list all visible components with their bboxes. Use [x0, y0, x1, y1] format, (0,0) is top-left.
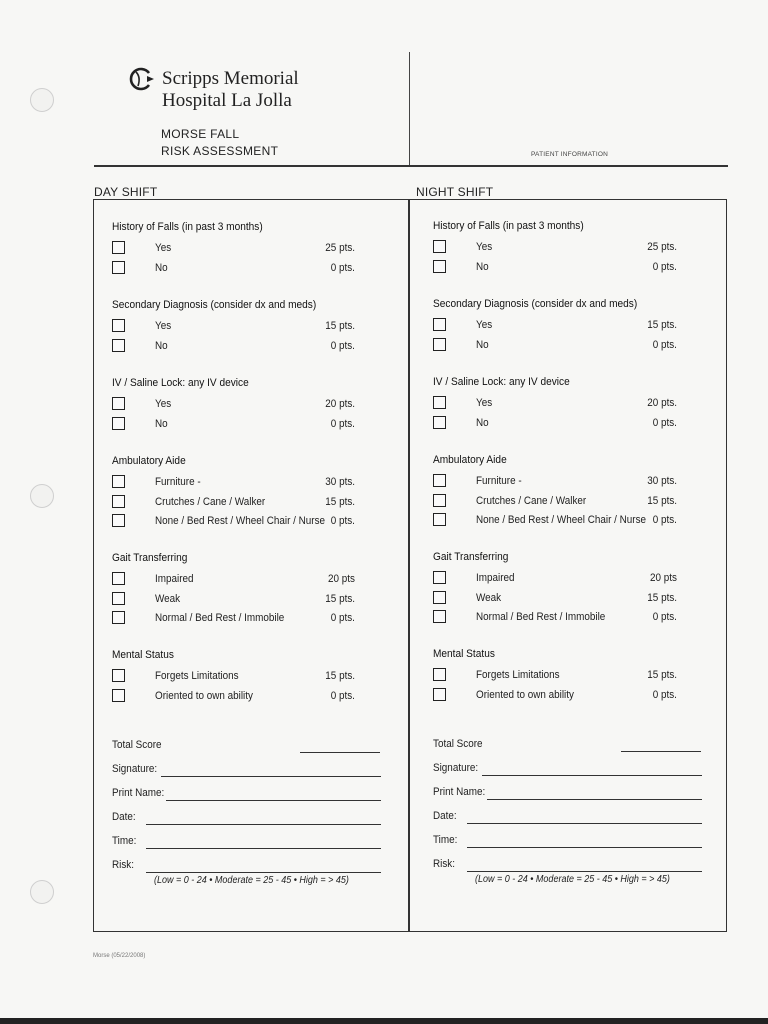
option-checkbox[interactable] — [433, 260, 446, 273]
header-divider — [409, 52, 410, 166]
punch-hole — [30, 484, 54, 508]
option-row — [433, 666, 733, 686]
form-code: Morse (05/22/2008) — [93, 953, 146, 959]
option-row — [433, 589, 733, 609]
total-score-line — [300, 752, 380, 753]
date-label: Date: — [112, 811, 136, 823]
option-row — [112, 570, 412, 590]
scan-edge — [0, 1018, 768, 1024]
option-row — [112, 395, 412, 415]
option-points: 20 pts — [650, 572, 677, 584]
date-line[interactable] — [146, 824, 381, 825]
option-label: Normal / Bed Rest / Immobile — [155, 612, 285, 624]
option-checkbox[interactable] — [433, 318, 446, 331]
section-note: (consider dx and meds) — [531, 298, 638, 310]
scripps-logo-icon — [126, 64, 156, 94]
option-checkbox[interactable] — [112, 417, 125, 430]
section-title — [112, 551, 388, 566]
risk-field[interactable] — [433, 858, 703, 872]
date-field[interactable] — [112, 811, 382, 825]
option-label: Oriented to own ability — [155, 689, 253, 702]
night-shift-title: NIGHT SHIFT — [416, 185, 494, 199]
option-checkbox[interactable] — [433, 416, 446, 429]
section-title-text: Secondary Diagnosis — [433, 298, 529, 310]
option-label: Forgets Limitations — [155, 670, 239, 682]
option-points: 0 pts. — [652, 611, 677, 623]
section-3 — [112, 454, 412, 532]
option-label: Yes — [476, 241, 493, 253]
option-row — [433, 414, 733, 434]
option-row — [112, 493, 412, 513]
option-checkbox[interactable] — [433, 610, 446, 623]
option-checkbox[interactable] — [112, 592, 125, 605]
option-row — [112, 512, 412, 532]
signature-field[interactable] — [112, 763, 382, 777]
option-checkbox[interactable] — [433, 474, 446, 487]
section-title — [112, 220, 388, 235]
total-score-label: Total Score — [112, 739, 162, 751]
section-title-text: Ambulatory Aide — [433, 454, 507, 466]
section-title-text: History of Falls — [433, 220, 500, 232]
section-title — [112, 376, 388, 391]
option-checkbox[interactable] — [112, 669, 125, 682]
option-points: 25 pts. — [325, 242, 355, 254]
night-shift-column — [433, 220, 733, 920]
option-points: 15 pts. — [325, 320, 355, 332]
print-name-line[interactable] — [166, 800, 381, 801]
date-field[interactable] — [433, 810, 703, 824]
risk-line[interactable] — [146, 872, 381, 873]
option-row — [433, 238, 733, 258]
section-title — [112, 298, 388, 313]
option-checkbox[interactable] — [433, 494, 446, 507]
option-points: 0 pts. — [330, 339, 355, 352]
option-row — [433, 336, 733, 356]
section-3 — [433, 453, 733, 531]
print-name-label: Print Name: — [112, 787, 165, 799]
option-row — [433, 608, 733, 628]
time-line[interactable] — [467, 847, 702, 848]
option-points: 20 pts — [328, 573, 355, 585]
section-title — [433, 219, 709, 234]
section-note: (in past 3 months) — [502, 220, 584, 232]
total-score-line — [621, 751, 701, 752]
section-0 — [433, 219, 733, 277]
option-row — [112, 590, 412, 610]
section-0 — [112, 220, 412, 278]
section-1 — [433, 297, 733, 355]
section-5 — [433, 647, 733, 705]
section-title-text: Secondary Diagnosis — [112, 299, 208, 311]
option-label: Crutches / Cane / Walker — [476, 494, 587, 507]
total-score-label: Total Score — [433, 738, 483, 750]
option-row — [112, 239, 412, 259]
option-points: 0 pts. — [330, 515, 355, 527]
patient-information-label: PATIENT INFORMATION — [531, 151, 608, 158]
option-checkbox[interactable] — [433, 513, 446, 526]
signature-label: Signature: — [433, 762, 479, 774]
section-title-text: Gait Transferring — [112, 552, 188, 564]
option-row — [112, 317, 412, 337]
option-row — [433, 492, 733, 512]
option-row — [433, 394, 733, 414]
option-row — [112, 415, 412, 435]
option-checkbox[interactable] — [433, 396, 446, 409]
section-note: (in past 3 months) — [181, 221, 263, 233]
option-points: 0 pts. — [652, 338, 677, 351]
option-row — [112, 609, 412, 629]
section-2 — [112, 376, 412, 434]
time-field[interactable] — [112, 835, 382, 849]
punch-hole — [30, 88, 54, 112]
section-4 — [433, 550, 733, 628]
option-checkbox[interactable] — [433, 571, 446, 584]
option-points: 30 pts. — [325, 476, 355, 488]
option-row — [112, 687, 412, 707]
option-label: Furniture - — [155, 476, 201, 488]
option-points: 20 pts. — [647, 397, 677, 409]
option-label: No — [476, 416, 489, 429]
section-title — [433, 375, 709, 390]
option-points: 15 pts. — [647, 669, 677, 681]
option-row — [433, 316, 733, 336]
section-title-text: IV / Saline Lock: — [112, 377, 186, 389]
risk-label: Risk: — [433, 858, 456, 870]
option-points: 0 pts. — [652, 260, 677, 273]
option-points: 0 pts. — [652, 514, 677, 526]
option-checkbox[interactable] — [112, 241, 125, 254]
section-note: any IV device — [187, 377, 249, 389]
option-checkbox[interactable] — [112, 495, 125, 508]
option-checkbox[interactable] — [112, 261, 125, 274]
option-points: 15 pts. — [325, 592, 355, 605]
option-checkbox[interactable] — [112, 339, 125, 352]
option-row — [112, 259, 412, 279]
option-label: Yes — [155, 320, 172, 332]
punch-hole — [30, 880, 54, 904]
risk-label: Risk: — [112, 859, 135, 871]
section-2 — [433, 375, 733, 433]
section-title — [433, 297, 709, 312]
option-checkbox[interactable] — [433, 591, 446, 604]
total-score-field — [112, 739, 382, 753]
section-title — [433, 550, 709, 565]
risk-line[interactable] — [467, 871, 702, 872]
option-points: 15 pts. — [647, 591, 677, 604]
section-1 — [112, 298, 412, 356]
option-checkbox[interactable] — [433, 688, 446, 701]
option-label: Weak — [476, 591, 502, 604]
option-row — [433, 686, 733, 706]
option-label: Forgets Limitations — [476, 669, 560, 681]
option-label: No — [476, 260, 489, 273]
section-title-text: History of Falls — [112, 221, 179, 233]
signature-label: Signature: — [112, 763, 158, 775]
option-points: 25 pts. — [647, 241, 677, 253]
section-title-text: Mental Status — [112, 649, 174, 661]
option-points: 15 pts. — [325, 495, 355, 508]
section-title — [433, 647, 709, 662]
option-label: Furniture - — [476, 475, 522, 487]
option-points: 15 pts. — [647, 494, 677, 507]
time-label: Time: — [112, 835, 137, 847]
total-score-field — [433, 738, 703, 752]
option-label: Yes — [476, 319, 493, 331]
option-points: 0 pts. — [652, 416, 677, 429]
option-label: Oriented to own ability — [476, 688, 574, 701]
option-label: Yes — [476, 397, 493, 409]
section-5 — [112, 648, 412, 706]
signature-line[interactable] — [482, 775, 702, 776]
section-title-text: Gait Transferring — [433, 551, 509, 563]
print-name-field[interactable] — [112, 787, 382, 801]
section-note: (consider dx and meds) — [210, 299, 317, 311]
option-checkbox[interactable] — [112, 319, 125, 332]
section-title-text: IV / Saline Lock: — [433, 376, 507, 388]
option-checkbox[interactable] — [433, 240, 446, 253]
section-title — [112, 648, 388, 663]
hospital-name: Scripps Memorial Hospital La Jolla — [162, 68, 299, 111]
option-row — [112, 667, 412, 687]
option-label: None / Bed Rest / Wheel Chair / Nurse — [476, 514, 647, 526]
risk-scale-note: (Low = 0 - 24 • Moderate = 25 - 45 • High = > 45) — [154, 875, 349, 886]
option-label: Yes — [155, 398, 172, 410]
option-row — [433, 258, 733, 278]
option-checkbox[interactable] — [112, 689, 125, 702]
option-checkbox[interactable] — [112, 611, 125, 624]
section-note: any IV device — [508, 376, 570, 388]
option-label: Yes — [155, 242, 172, 254]
header-rule — [94, 165, 728, 167]
section-title — [433, 453, 709, 468]
option-points: 0 pts. — [330, 689, 355, 702]
day-shift-title: DAY SHIFT — [94, 185, 158, 199]
time-line[interactable] — [146, 848, 381, 849]
date-label: Date: — [433, 810, 457, 822]
time-label: Time: — [433, 834, 458, 846]
risk-scale-note: (Low = 0 - 24 • Moderate = 25 - 45 • High = > 45) — [475, 874, 670, 885]
option-points: 30 pts. — [647, 475, 677, 487]
print-name-field[interactable] — [433, 786, 703, 800]
option-checkbox[interactable] — [112, 475, 125, 488]
option-checkbox[interactable] — [112, 397, 125, 410]
option-label: No — [155, 417, 168, 430]
option-label: Crutches / Cane / Walker — [155, 495, 266, 508]
option-row — [433, 472, 733, 492]
option-label: No — [155, 339, 168, 352]
print-name-line[interactable] — [487, 799, 702, 800]
option-label: No — [476, 338, 489, 351]
section-title-text: Ambulatory Aide — [112, 455, 186, 467]
risk-field[interactable] — [112, 859, 382, 873]
section-title — [112, 454, 388, 469]
print-name-label: Print Name: — [433, 786, 486, 798]
option-points: 0 pts. — [330, 417, 355, 430]
option-row — [433, 569, 733, 589]
option-label: None / Bed Rest / Wheel Chair / Nurse — [155, 515, 326, 527]
option-points: 0 pts. — [330, 261, 355, 274]
form-title: MORSE FALL RISK ASSESSMENT — [161, 127, 279, 158]
option-checkbox[interactable] — [433, 338, 446, 351]
option-checkbox[interactable] — [112, 572, 125, 585]
option-points: 15 pts. — [647, 319, 677, 331]
section-title-text: Mental Status — [433, 648, 495, 660]
option-points: 15 pts. — [325, 670, 355, 682]
option-label: Weak — [155, 592, 181, 605]
signature-line[interactable] — [161, 776, 381, 777]
option-row — [112, 473, 412, 493]
option-points: 20 pts. — [325, 398, 355, 410]
option-label: Impaired — [155, 573, 194, 585]
option-points: 0 pts. — [330, 612, 355, 624]
day-shift-column — [112, 220, 412, 920]
option-row — [112, 337, 412, 357]
date-line[interactable] — [467, 823, 702, 824]
signature-field[interactable] — [433, 762, 703, 776]
option-checkbox[interactable] — [433, 668, 446, 681]
section-4 — [112, 551, 412, 629]
option-checkbox[interactable] — [112, 514, 125, 527]
option-row — [433, 511, 733, 531]
option-label: Impaired — [476, 572, 515, 584]
option-points: 0 pts. — [652, 688, 677, 701]
option-label: No — [155, 261, 168, 274]
time-field[interactable] — [433, 834, 703, 848]
option-label: Normal / Bed Rest / Immobile — [476, 611, 606, 623]
